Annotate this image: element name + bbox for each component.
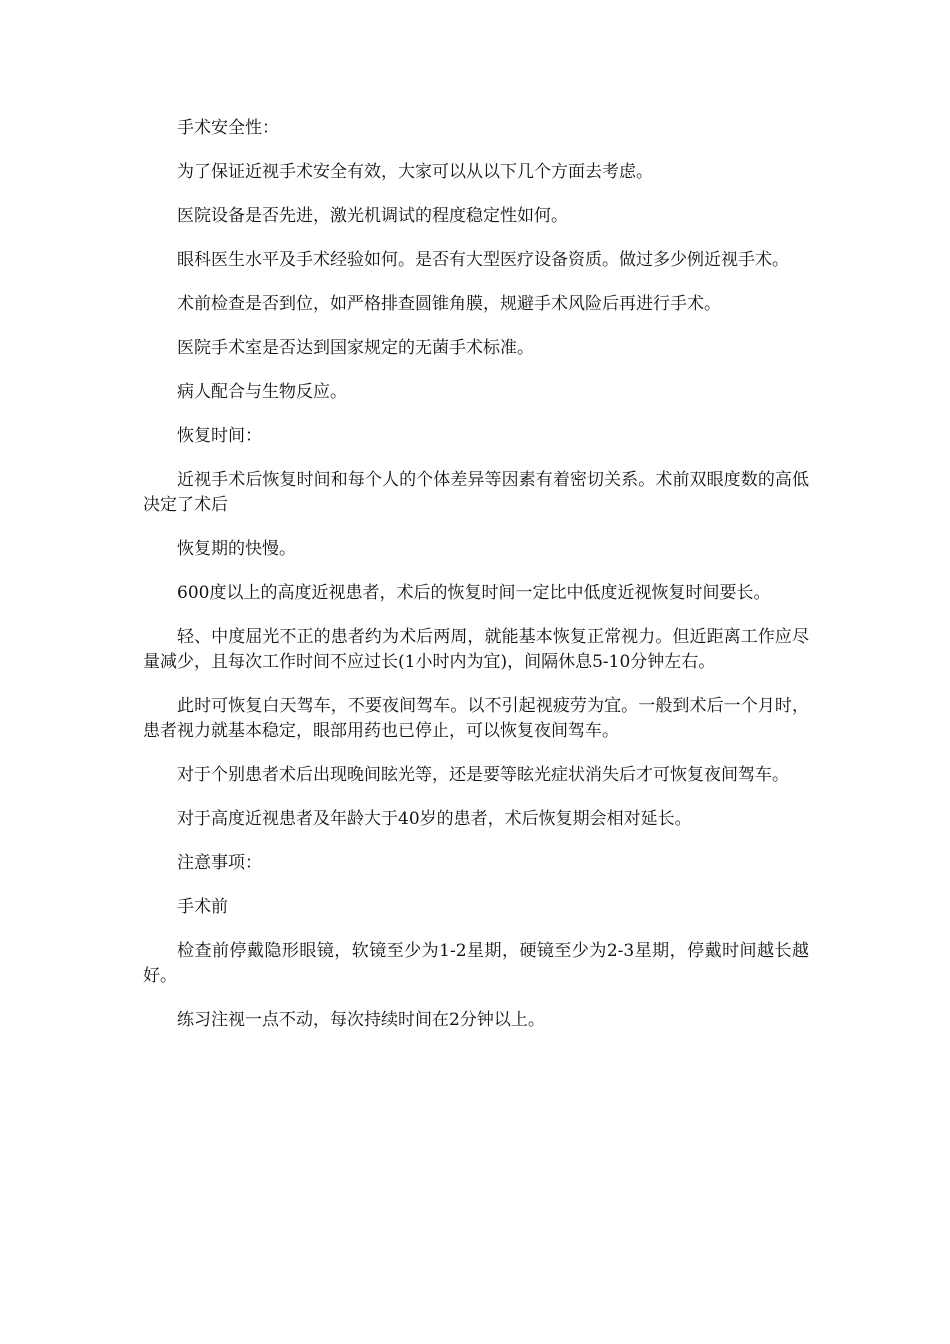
paragraph: 对于个别患者术后出现晚间眩光等，还是要等眩光症状消失后才可恢复夜间驾车。 [177, 765, 789, 785]
paragraph: 医院设备是否先进，激光机调试的程度稳定性如何。 [177, 206, 568, 226]
section-heading-safety: 手术安全性： [177, 118, 279, 138]
paragraph: 练习注视一点不动，每次持续时间在2分钟以上。 [177, 1010, 545, 1030]
paragraph: 眼科医生水平及手术经验如何。是否有大型医疗设备资质。做过多少例近视手术。 [177, 250, 789, 270]
paragraph: 600度以上的高度近视患者，术后的恢复时间一定比中低度近视恢复时间要长。 [177, 583, 771, 603]
paragraph: 此时可恢复白天驾车，不要夜间驾车。以不引起视疲劳为宜。一般到术后一个月时，患者视力就基本稳定，眼部用药也已停止，可以恢复夜间驾车。 [143, 696, 809, 741]
paragraph: 术前检查是否到位，如严格排查圆锥角膜，规避手术风险后再进行手术。 [177, 294, 721, 314]
paragraph: 为了保证近视手术安全有效，大家可以从以下几个方面去考虑。 [177, 162, 653, 182]
paragraph: 近视手术后恢复时间和每个人的个体差异等因素有着密切关系。术前双眼度数的高低决定了术后 [143, 470, 809, 515]
document-body [143, 116, 809, 1052]
section-heading-notes: 注意事项： [177, 853, 262, 873]
paragraph: 对于高度近视患者及年龄大于40岁的患者，术后恢复期会相对延长。 [177, 809, 692, 829]
subheading-before-surgery: 手术前 [177, 897, 228, 917]
paragraph: 病人配合与生物反应。 [177, 382, 347, 402]
section-heading-recovery: 恢复时间： [177, 426, 262, 446]
paragraph: 医院手术室是否达到国家规定的无菌手术标准。 [177, 338, 534, 358]
paragraph: 检查前停戴隐形眼镜，软镜至少为1-2星期，硬镜至少为2-3星期，停戴时间越长越好。 [143, 941, 809, 986]
paragraph: 轻、中度屈光不正的患者约为术后两周，就能基本恢复正常视力。但近距离工作应尽量减少，且每次工作时间不应过长(1小时内为宜)，间隔休息5-10分钟左右。 [143, 627, 809, 672]
paragraph: 恢复期的快慢。 [177, 539, 296, 559]
